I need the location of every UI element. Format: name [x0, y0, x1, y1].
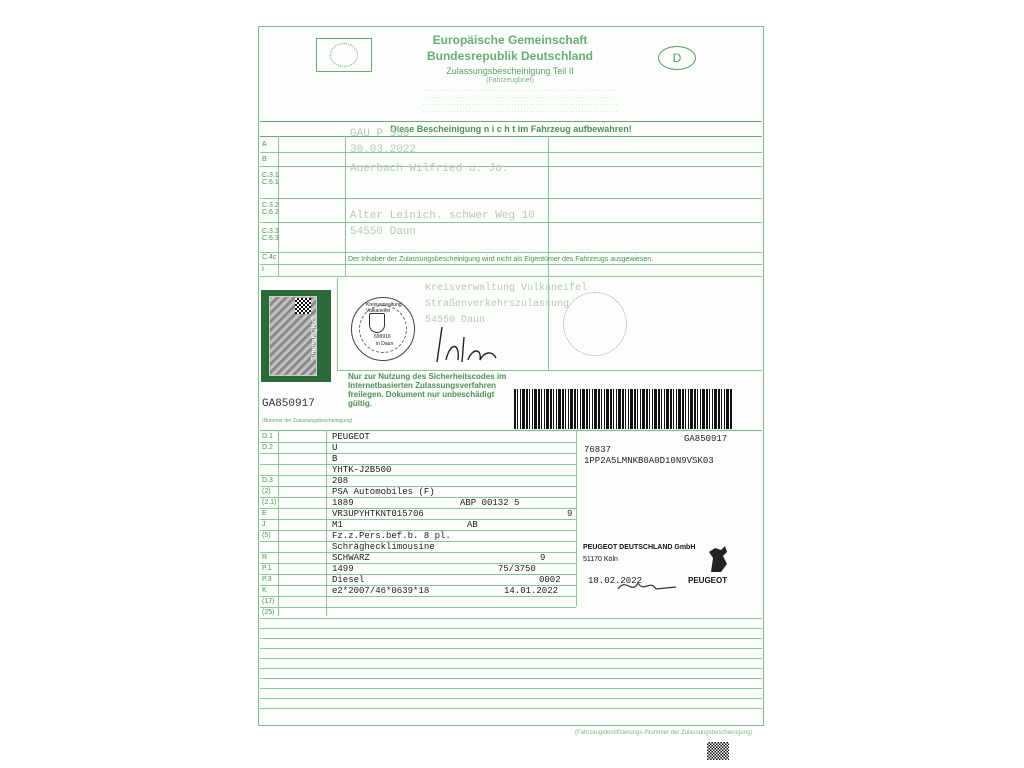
lower-row-value: M1	[332, 520, 343, 530]
lower-row-code: (17)	[262, 598, 275, 605]
ruled-line	[260, 688, 762, 689]
signature-mark	[432, 322, 512, 372]
row-code-a: A	[262, 141, 267, 148]
row-divider	[260, 475, 576, 476]
seal-number: 699916	[374, 334, 391, 340]
row-divider	[260, 464, 576, 465]
value-c32: Alter Leinich. schwer Weg 10	[350, 210, 535, 222]
authority-line-1: Kreisverwaltung Vulkaneifel	[425, 283, 588, 294]
lower-row-value: 1889	[332, 498, 354, 508]
ruled-line	[260, 678, 762, 679]
vin-code: 1PP2A5LMNKB0A0D10N9VSK03	[584, 456, 714, 466]
row-divider	[260, 442, 576, 443]
ruled-line	[260, 668, 762, 669]
footer-label: (Fahrzeugidentifizierungs-/Nummer der Zulassungsbescheinigung)	[575, 730, 753, 736]
manufacturer-name: PEUGEOT DEUTSCHLAND GmbH	[583, 544, 696, 551]
security-hologram	[261, 290, 331, 382]
lower-row-value: PEUGEOT	[332, 432, 370, 442]
lower-row-value: Fz.z.Pers.bef.b. 8 pl.	[332, 531, 451, 541]
title-line-3: Zulassungsbescheinigung Teil II	[446, 66, 574, 76]
coat-of-arms-icon	[369, 313, 385, 333]
row-divider	[260, 453, 576, 454]
seal-bottom-text: in Daun	[376, 341, 394, 347]
lower-row-value: PSA Automobiles (F)	[332, 487, 435, 497]
qr-code-icon-small	[707, 742, 729, 760]
qr-code-icon	[295, 298, 311, 314]
value-b: 30.03.2022	[350, 144, 417, 156]
row-divider	[260, 519, 576, 520]
authority-line-2: Straßenverkehrszulassung	[425, 299, 570, 310]
hologram-label: TimbraKQHx8	[311, 316, 318, 361]
row-divider	[260, 552, 576, 553]
row-code-i: I	[262, 266, 264, 273]
barcode	[514, 389, 732, 429]
ruled-line	[260, 658, 762, 659]
lower-row-value: Diesel	[332, 575, 365, 585]
title-line-4: (Fahrzeugbrief)	[486, 77, 534, 84]
code-76: 76837	[584, 445, 612, 455]
lower-row-code: (2.1)	[262, 499, 277, 506]
lower-row-value: YHTK-J2B500	[332, 465, 392, 475]
row-divider	[260, 607, 576, 608]
ruled-line	[260, 698, 762, 699]
seal-top-text: Kreisverwaltung Vulkaneifel	[366, 302, 402, 314]
ruled-line	[260, 628, 762, 629]
check-digit: 9	[567, 509, 573, 519]
stamp-placeholder	[563, 292, 627, 356]
row-divider	[260, 574, 576, 575]
row-code-b: B	[262, 156, 267, 163]
ruled-line	[260, 618, 762, 619]
title-line-2: Bundesrepublik Deutschland	[426, 49, 594, 63]
row-divider	[260, 596, 576, 597]
row-divider	[260, 497, 576, 498]
value-a: GAU P 555	[350, 128, 410, 140]
manufacturer-date: 18.02.2022	[588, 576, 643, 586]
abp-number: ABP 00132 5	[460, 498, 520, 508]
lower-row-value: VR3UPYHTKNT015706	[332, 509, 424, 519]
lower-row-value: 208	[332, 476, 349, 486]
ruled-line	[260, 638, 762, 639]
lower-row-code: E	[262, 510, 267, 517]
ab-value: AB	[467, 520, 478, 530]
authority-line-3: 54550 Daun	[425, 315, 486, 326]
warning-banner: Diese Bescheinigung n i c h t im Fahrzeug aufbewahren!	[260, 121, 762, 137]
date-k: 14.01.2022	[504, 586, 559, 596]
lower-row-code: (25)	[262, 609, 275, 616]
country-code-badge: D	[658, 46, 696, 70]
lower-row-code: (5)	[262, 532, 271, 539]
ga-number-right: GA850917	[684, 434, 728, 444]
security-notice: Nur zur Nutzung des Sicherheitscodes im Internetbasierten Zulassungsverfahren freilegen. Dokument nur unbeschädigt gültig.	[348, 372, 507, 408]
value-c31: Auerbach Wilfried u. Jo.	[350, 163, 509, 175]
document-number: GA850917	[262, 398, 315, 410]
lower-row-code: D.1	[262, 433, 273, 440]
lower-row-code: D.2	[262, 444, 273, 451]
lower-row-code: (2)	[262, 488, 271, 495]
ruled-line	[260, 648, 762, 649]
lower-row-value: e2*2007/46*0639*18	[332, 586, 430, 596]
fine-print: · · · · · · · · · · · · · · · · · · · · · · · · · · · · · · · · · · · · · · · · · · · · · · · · · · · · · · · · · · · · · · · · · · · · · · · · · · · · · · · · · · · · · · · · · · · · · · · · · · · · · · · · · · · · · · · · · · · · · · · · · · · · · · · · · · · · · · · · · · · · · · · · · · · · · · · · · · · · · · · · · · · · · · · · · · · · · · · · · · · · · · · · · · · · · · · · · · · · · · · · · · · · · · · · · · · · · · · · · · · · · · · · · · · · · · · · · · · · · · · · · · · · · · · · · · · · · · ·	[422, 88, 618, 115]
ruled-line	[260, 708, 762, 709]
title-line-1: Europäische Gemeinschaft	[432, 33, 588, 47]
value-c33: 54550 Daun	[350, 226, 417, 238]
document-number-label: (Nummer der Zulassungsbescheinigung)	[262, 418, 353, 424]
row-code-c32: C.3.2 C.6.2	[262, 202, 279, 216]
row-code-c4c: C.4c	[262, 254, 277, 261]
lower-row-code: R	[262, 554, 268, 561]
lower-row-code: J	[262, 521, 266, 528]
lower-row-value: SCHWARZ	[332, 553, 370, 563]
lower-row-value: 1499	[332, 564, 354, 574]
manufacturer-city: 51170 Köln	[583, 556, 618, 563]
lower-row-value: U	[332, 443, 338, 453]
manufacturer-signature	[616, 575, 686, 597]
value-c4c: Der Inhaber der Zulassungsbescheinigung wird nicht als Eigentümer des Fahrzeugs ausgewiesen.	[348, 256, 654, 263]
peugeot-lion-icon	[699, 544, 739, 574]
eu-flag-icon	[316, 38, 372, 72]
lower-row-code: D.3	[262, 477, 273, 484]
row-code-c31: C.3.1 C.6.1	[262, 172, 279, 186]
official-seal	[351, 297, 415, 361]
brand-name: PEUGEOT	[688, 576, 728, 585]
nine-value: 9	[540, 553, 546, 563]
row-code-c33: C.3.3 C.6.3	[262, 228, 279, 242]
power-value: 75/3750	[498, 564, 536, 574]
lower-row-code: K	[262, 587, 267, 594]
lower-row-code: P.1	[262, 565, 272, 572]
lower-row-value: B	[332, 454, 338, 464]
lower-row-value: Schräghecklimousine	[332, 542, 435, 552]
lower-row-code: P.3	[262, 576, 272, 583]
fuel-code: 0002	[539, 575, 561, 585]
